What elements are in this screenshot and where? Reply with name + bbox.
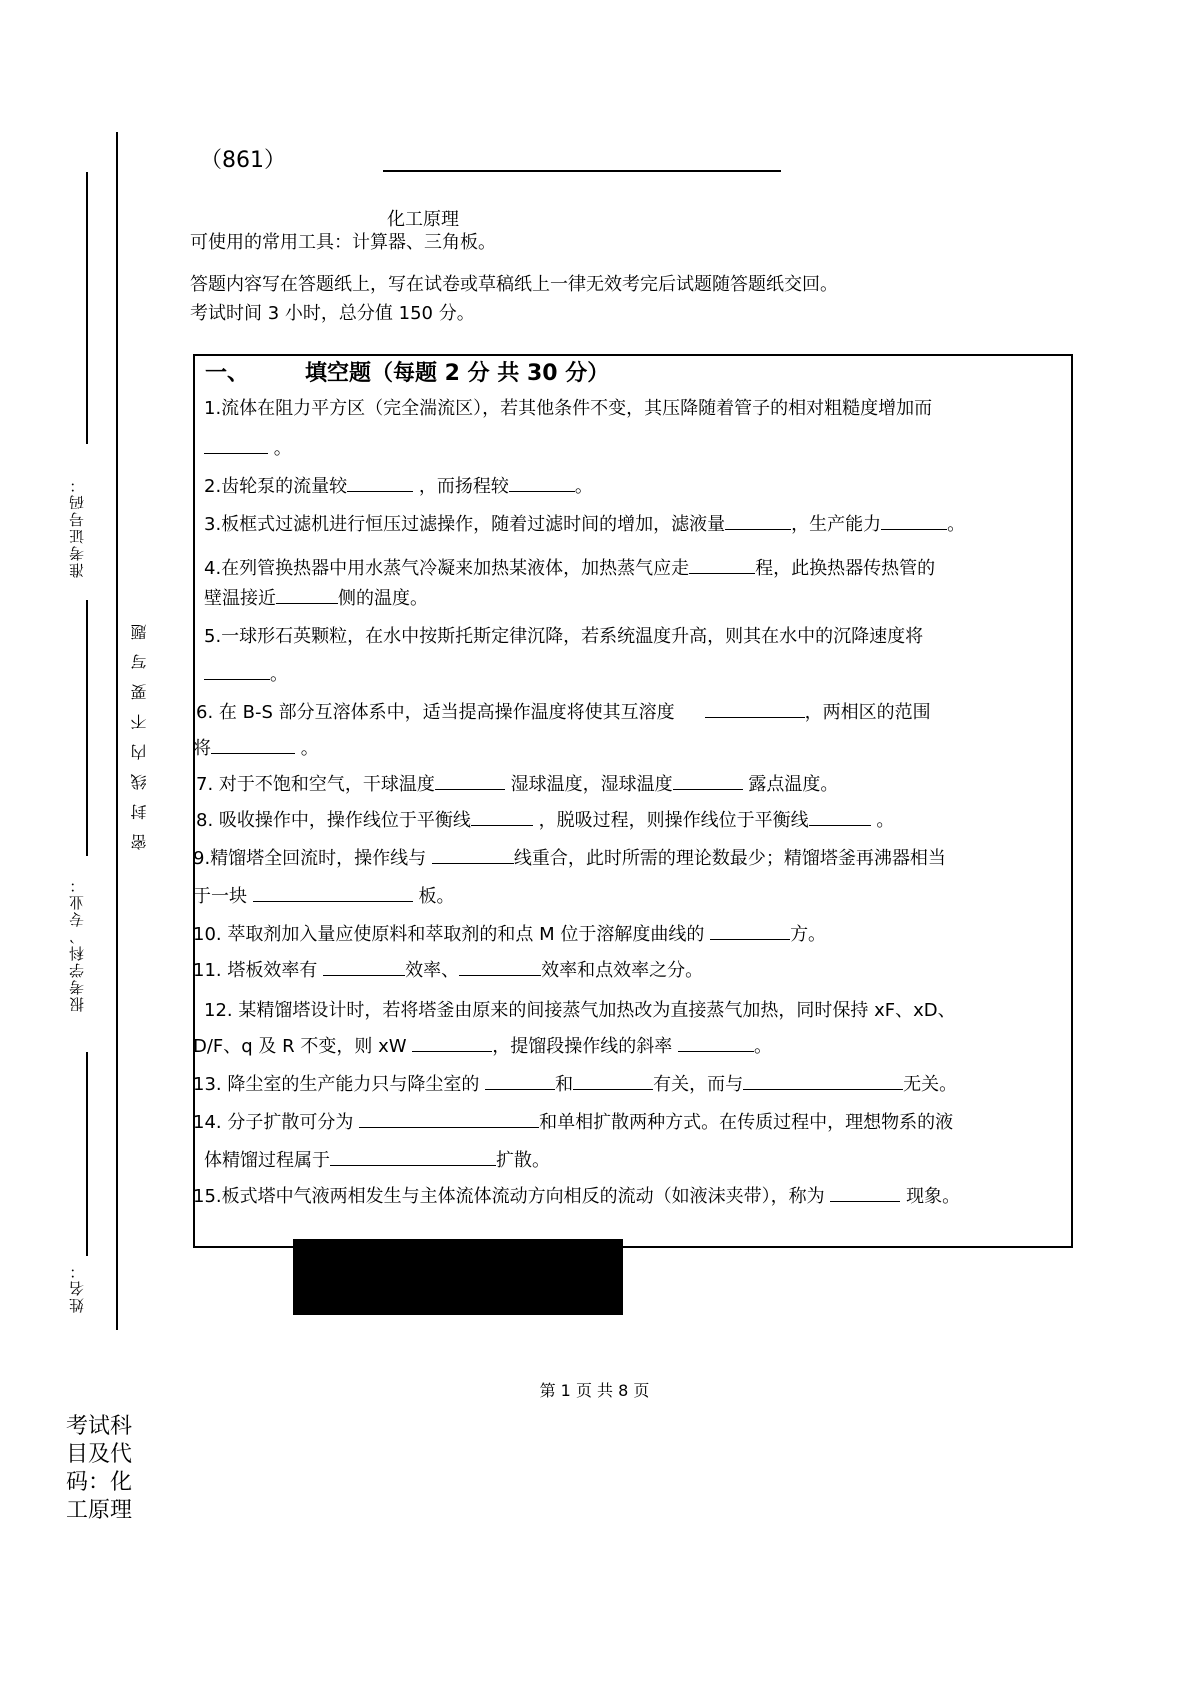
question-4-line2: 壁温接近 侧的温度。: [204, 584, 428, 610]
question-15: 15.板式塔中气液两相发生与主体流体流动方向相反的流动（如液沫夹带），称为 现象。: [193, 1182, 960, 1208]
section-number: 一、: [205, 361, 250, 386]
answer-blank[interactable]: [359, 1109, 539, 1128]
answer-blank[interactable]: [459, 957, 541, 976]
question-2: 2.齿轮泵的流量较 ，而扬程较 。: [204, 472, 593, 498]
answer-blank[interactable]: [432, 845, 514, 864]
answer-blank[interactable]: [347, 473, 413, 492]
question-1-line2: 。: [204, 434, 292, 460]
question-6-line2: 将 。: [193, 734, 319, 760]
answer-blank[interactable]: [330, 1147, 496, 1166]
exam-code: （861）: [200, 148, 286, 173]
question-13: 13. 降尘室的生产能力只与降尘室的 和 有关，而与 无关。: [193, 1070, 957, 1096]
question-6-line1: 6. 在 B-S 部分互溶体系中，适当提高操作温度将使其互溶度 ，两相区的范围: [196, 698, 931, 724]
answer-blank[interactable]: [211, 735, 295, 754]
subject-title: 化工原理: [387, 209, 459, 230]
answer-blank[interactable]: [705, 699, 805, 718]
question-5-line1: 5.一球形石英颗粒，在水中按斯托斯定律沉降，若系统温度升高，则其在水中的沉降速度将: [204, 626, 924, 647]
question-3: 3.板框式过滤机进行恒压过滤操作，随着过滤时间的增加，滤液量 ，生产能力 。: [204, 510, 965, 536]
answer-blank[interactable]: [809, 807, 871, 826]
name-label: 姓名：: [68, 1262, 86, 1313]
answer-blank[interactable]: [204, 661, 270, 680]
answer-blank[interactable]: [435, 771, 505, 790]
answer-blank[interactable]: [743, 1071, 903, 1090]
question-14-line2: 体精馏过程属于 扩散。: [204, 1146, 550, 1172]
answer-blank[interactable]: [573, 1071, 653, 1090]
answer-blank[interactable]: [673, 771, 743, 790]
question-11: 11. 塔板效率有 效率、 效率和点效率之分。: [193, 956, 703, 982]
margin-line-mid: [86, 600, 88, 856]
question-4-line1: 4.在列管换热器中用水蒸气冷凝来加热某液体，加热蒸气应走 程，此换热器传热管的: [204, 554, 935, 580]
question-10: 10. 萃取剂加入量应使原料和萃取剂的和点 M 位于溶解度曲线的 方。: [193, 920, 826, 946]
answer-blank[interactable]: [830, 1183, 900, 1202]
answer-blank[interactable]: [485, 1071, 555, 1090]
major-label: 报考学科、专业：: [68, 876, 86, 1012]
answer-blank[interactable]: [253, 883, 413, 902]
answer-blank[interactable]: [204, 435, 268, 454]
question-12-line2: D/F、q 及 R 不变，则 xW ，提馏段操作线的斜率 。: [193, 1032, 772, 1058]
answer-blank[interactable]: [412, 1033, 492, 1052]
question-12-line1: 12. 某精馏塔设计时，若将塔釜由原来的间接蒸气加热改为直接蒸气加热，同时保持 xF、xD、: [204, 1000, 956, 1021]
answer-blank[interactable]: [710, 921, 790, 940]
margin-line-outer: [116, 132, 118, 1330]
answer-blank[interactable]: [471, 807, 533, 826]
tools-note: 可使用的常用工具：计算器、三角板。: [190, 232, 496, 253]
answer-blank[interactable]: [509, 473, 575, 492]
answer-blank[interactable]: [323, 957, 405, 976]
time-score-note: 考试时间 3 小时，总分值 150 分。: [190, 303, 475, 324]
margin-line-low: [86, 1052, 88, 1256]
candidate-number-label: 准考证号码：: [68, 476, 86, 578]
answer-blank[interactable]: [725, 511, 791, 530]
answer-note: 答题内容写在答题纸上，写在试卷或草稿纸上一律无效考完后试题随答题纸交回。: [190, 274, 838, 295]
margin-line-top: [86, 172, 88, 444]
seal-line-notice: 密封线内不要写题: [130, 610, 149, 850]
question-14-line1: 14. 分子扩散可分为 和单相扩散两种方式。在传质过程中，理想物系的液: [193, 1108, 953, 1134]
redaction-block: [293, 1239, 623, 1315]
section-heading: [205, 356, 609, 387]
subject-code-note: 考试科目及代码：化工原理: [66, 1414, 133, 1523]
question-8: 8. 吸收操作中，操作线位于平衡线 ，脱吸过程，则操作线位于平衡线 。: [196, 806, 894, 832]
answer-blank[interactable]: [678, 1033, 754, 1052]
page-number: 第 1 页 共 8 页: [539, 1381, 650, 1400]
section-title: 填空题（每题 2 分 共 30 分）: [305, 361, 610, 386]
answer-blank[interactable]: [276, 585, 338, 604]
question-9-line2: 于一块 板。: [193, 882, 454, 908]
question-5-line2: 。: [204, 660, 288, 686]
title-underline: [383, 170, 781, 172]
answer-blank[interactable]: [689, 555, 755, 574]
question-1-line1: 1.流体在阻力平方区（完全湍流区），若其他条件不变，其压降随着管子的相对粗糙度增加而: [204, 398, 933, 419]
question-7: 7. 对于不饱和空气，干球温度 湿球温度，湿球温度 露点温度。: [196, 770, 838, 796]
answer-blank[interactable]: [881, 511, 947, 530]
question-9-line1: 9.精馏塔全回流时，操作线与 线重合，此时所需的理论数最少；精馏塔釜再沸器相当: [193, 844, 946, 870]
